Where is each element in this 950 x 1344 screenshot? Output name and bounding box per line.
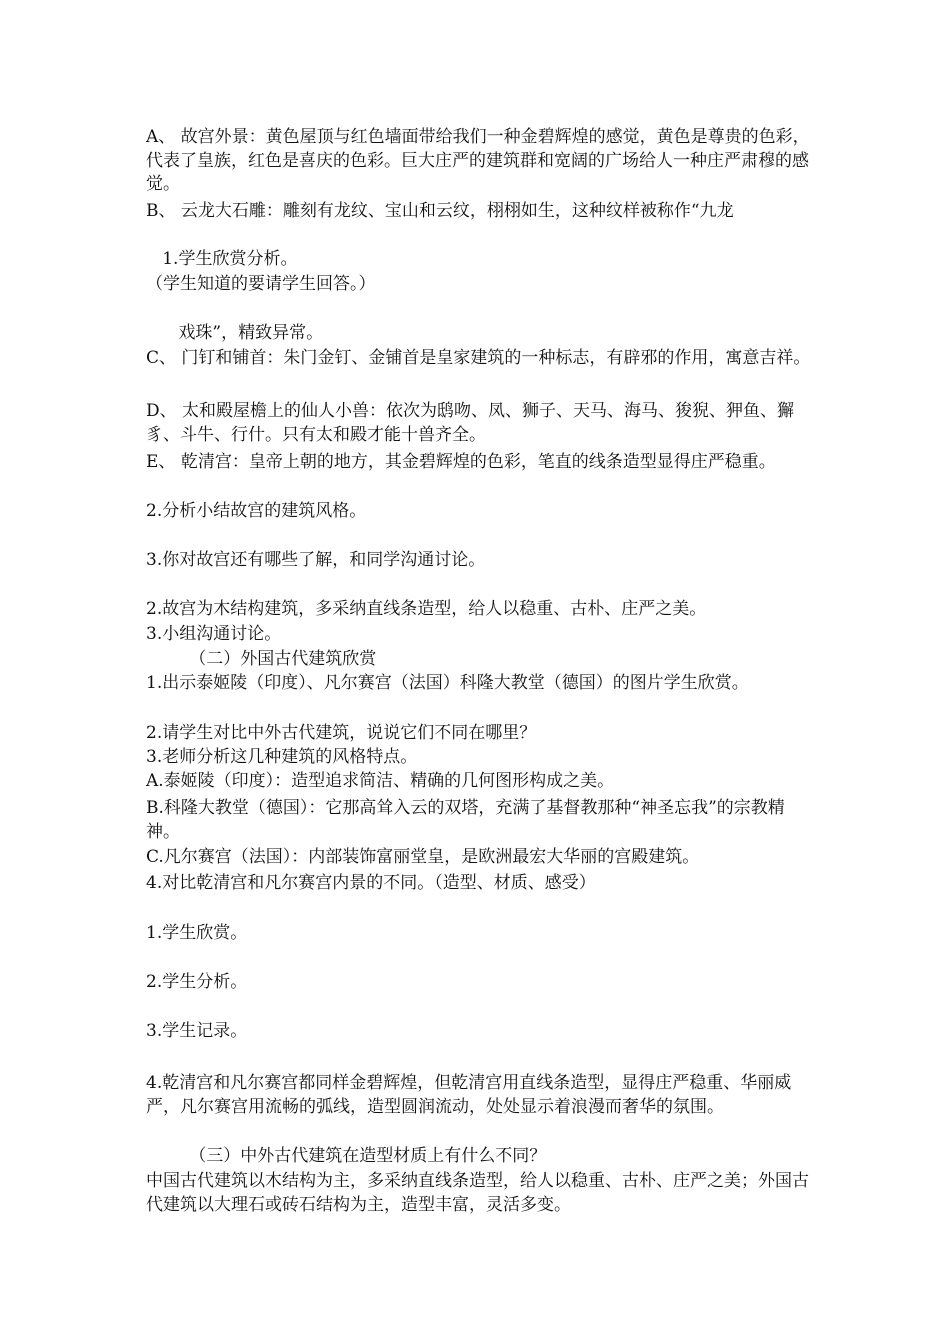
paragraph-material-summary: 中国古代建筑以木结构为主，多采纳直线条造型，给人以稳重、古朴、庄严之美；外国古代建筑以大理石或砖石结构为主，造型丰富，灵活多变。 (146, 1171, 809, 1215)
section-heading-material-differences: （三）中外古代建筑在造型材质上有什么不同？ (146, 1146, 547, 1166)
paragraph-discussion: 3.你对故宫还有哪些了解，和同学沟通讨论。 (146, 550, 486, 570)
paragraph-e-qianqing-palace: E、 乾清宫：皇帝上朝的地方，其金碧辉煌的色彩，笔直的线条造型显得庄严稳重。 (146, 452, 776, 472)
paragraph-c-door-nails: C、 门钉和铺首：朱门金钉、金铺首是皇家建筑的一种标志，有辟邪的作用，寓意吉祥。 (146, 348, 811, 368)
paragraph-wooden-structure: 2.故宫为木结构建筑，多采纳直线条造型，给人以稳重、古朴、庄严之美。 (146, 599, 707, 619)
paragraph-student-record: 3.学生记录。 (146, 1021, 248, 1041)
paragraph-a-palace-exterior: A、 故宫外景：黄色屋顶与红色墙面带给我们一种金碧辉煌的感觉，黄色是尊贵的色彩，代表了皇族，红色是喜庆的色彩。巨大庄严的建筑群和宽阔的广场给人一种庄严肃穆的感觉。 (146, 127, 810, 194)
paragraph-b-dragon-carving: B、 云龙大石雕：雕刻有龙纹、宝山和云纹，栩栩如生，这种纹样被称作“九龙 (146, 201, 734, 221)
paragraph-student-answer-note: （学生知道的要请学生回答。） (146, 274, 376, 294)
paragraph-student-appreciation: 1.学生欣赏分析。 (146, 249, 298, 269)
paragraph-cologne-cathedral: B.科隆大教堂（德国）：它那高耸入云的双塔，充满了基督教那种“神圣忘我”的宗教精神。 (146, 798, 785, 842)
paragraph-group-discussion: 3.小组沟通讨论。 (146, 624, 282, 644)
paragraph-compare-question: 2.请学生对比中外古代建筑，说说它们不同在哪里？ (146, 723, 537, 743)
paragraph-d-roof-beasts: D、 太和殿屋檐上的仙人小兽：依次为鸱吻、凤、狮子、天马、海马、狻猊、狎鱼、獬豸、斗牛、行什。只有太和殿才能十兽齐全。 (146, 401, 795, 445)
paragraph-dragon-pearl: 戏珠”，精致异常。 (146, 323, 324, 343)
paragraph-taj-mahal: A.泰姬陵（印度）：造型追求简洁、精确的几何图形构成之美。 (146, 771, 615, 791)
paragraph-show-pictures: 1.出示泰姬陵（印度）、凡尔赛宫（法国）科隆大教堂（德国）的图片学生欣赏。 (146, 673, 749, 693)
paragraph-versailles: C.凡尔赛宫（法国）：内部装饰富丽堂皇，是欧洲最宏大华丽的宫殿建筑。 (146, 847, 700, 867)
paragraph-teacher-analysis: 3.老师分析这几种建筑的风格特点。 (146, 747, 418, 767)
section-heading-foreign-architecture: （二）外国古代建筑欣赏 (146, 649, 377, 669)
paragraph-comparison-conclusion: 4.乾清宫和凡尔赛宫都同样金碧辉煌，但乾清宫用直线条造型，显得庄严稳重、华丽威严，凡尔赛宫用流畅的弧线，造型圆润流动，处处显示着浪漫而奢华的氛围。 (146, 1073, 792, 1117)
paragraph-student-appreciate: 1.学生欣赏。 (146, 923, 248, 943)
paragraph-analysis-summary: 2.分析小结故宫的建筑风格。 (146, 501, 367, 521)
paragraph-student-analyze: 2.学生分析。 (146, 972, 248, 992)
paragraph-compare-interiors: 4.对比乾清宫和凡尔赛宫内景的不同。（造型、材质、感受） (146, 873, 596, 893)
